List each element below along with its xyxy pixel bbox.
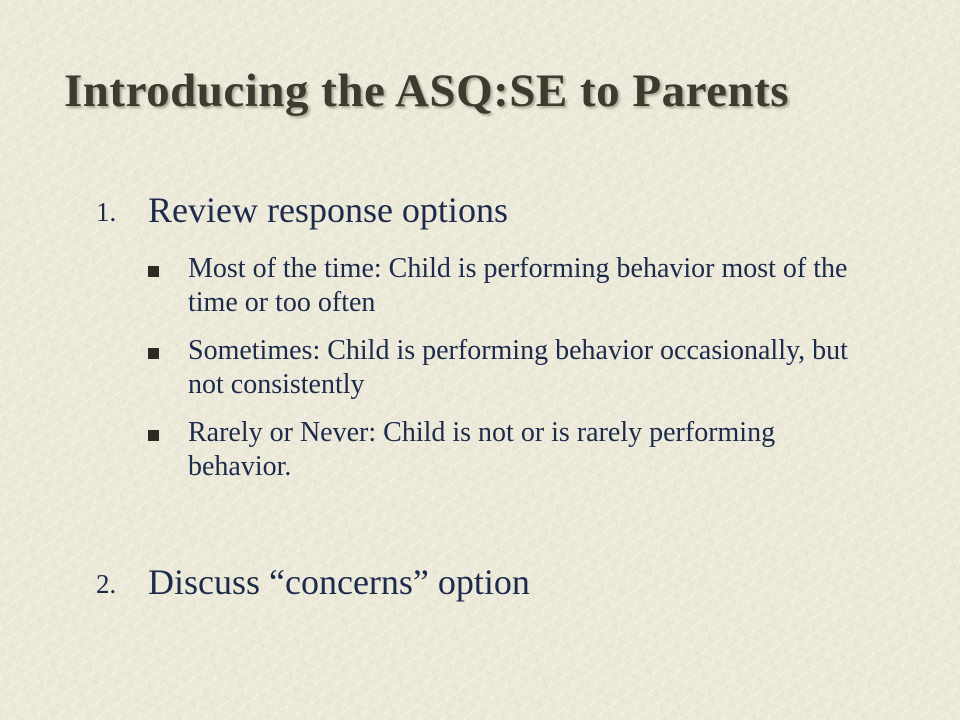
square-bullet-icon bbox=[148, 266, 159, 277]
item-label: Discuss “concerns” option bbox=[148, 562, 530, 602]
item-number: 1. bbox=[96, 197, 117, 227]
bullet-text: Sometimes: Child is performing behavior occasionally, but not consistently bbox=[188, 335, 848, 400]
bullet-text: Most of the time: Child is performing behavior most of the time or too often bbox=[188, 253, 848, 318]
numbered-item-review-response-options bbox=[96, 189, 508, 231]
item-number: 2. bbox=[96, 569, 117, 599]
square-bullet-icon bbox=[148, 348, 159, 359]
numbered-item-discuss-concerns bbox=[96, 561, 530, 603]
list-item bbox=[148, 416, 868, 484]
item-label: Review response options bbox=[148, 190, 508, 230]
slide-title: Introducing the ASQ:SE to Parents bbox=[64, 65, 790, 117]
list-item bbox=[148, 334, 868, 402]
response-options-list bbox=[148, 252, 868, 498]
list-item bbox=[148, 252, 868, 320]
square-bullet-icon bbox=[148, 430, 159, 441]
bullet-text: Rarely or Never: Child is not or is rarely performing behavior. bbox=[188, 417, 776, 482]
